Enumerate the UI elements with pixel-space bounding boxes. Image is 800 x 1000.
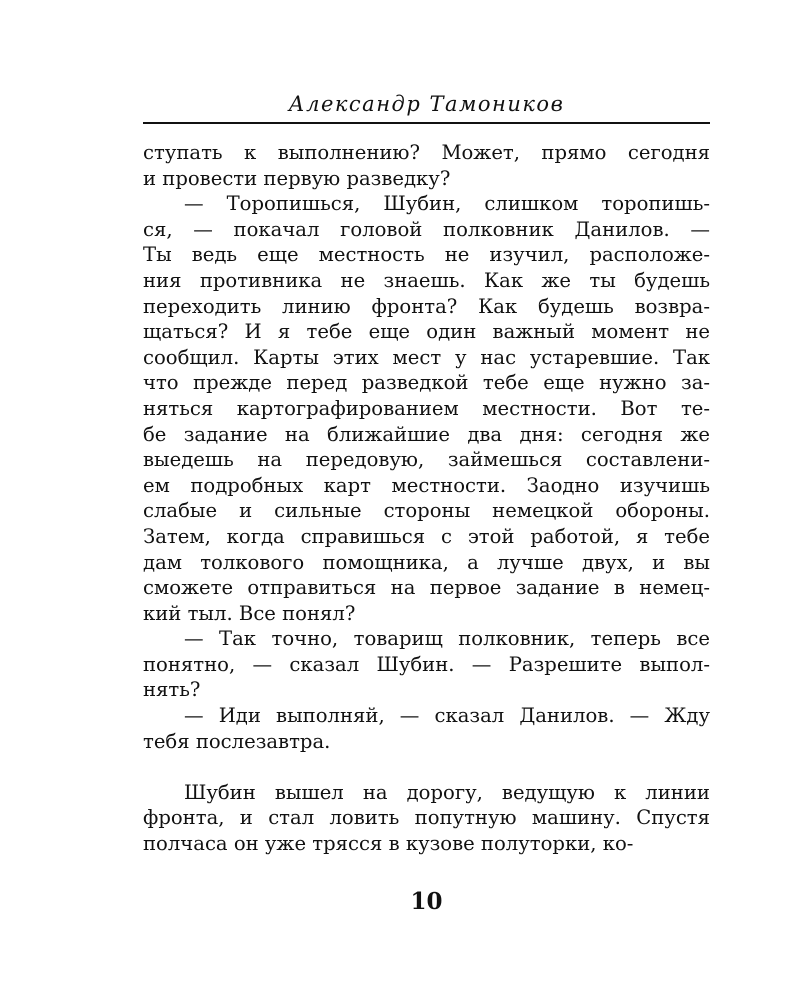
header-rule bbox=[143, 122, 710, 124]
body-text bbox=[143, 140, 710, 857]
text-line: полчаса он уже трясся в кузове полуторки, ко- bbox=[143, 832, 634, 856]
text-line: — Иди выполняй, — сказал Данилов. — Жду bbox=[184, 704, 710, 728]
scene-break bbox=[143, 754, 710, 780]
text-line: щаться? И я тебе еще один важный момент не bbox=[143, 320, 710, 344]
text-line: тебя послезавтра. bbox=[143, 729, 331, 753]
text-line: выедешь на передовую, займешься составлени- bbox=[143, 448, 710, 472]
text-line: Шубин вышел на дорогу, ведущую к линии bbox=[184, 780, 710, 804]
text-line: ем подробных карт местности. Заодно изучишь bbox=[143, 473, 710, 497]
text-line: что прежде перед разведкой тебе еще нужно за- bbox=[143, 371, 710, 395]
text-line: дам толкового помощника, а лучше двух, и вы bbox=[143, 550, 710, 574]
text-line: — Торопишься, Шубин, слишком торопишь- bbox=[184, 192, 710, 216]
text-line: фронта, и стал ловить попутную машину. Спустя bbox=[143, 806, 710, 830]
text-line: понятно, — сказал Шубин. — Разрешите выпол- bbox=[143, 652, 710, 676]
paragraph bbox=[143, 140, 710, 191]
paragraph bbox=[143, 191, 710, 626]
text-line: Затем, когда справишься с этой работой, я тебе bbox=[143, 524, 710, 548]
paragraph bbox=[143, 703, 710, 754]
text-line: слабые и сильные стороны немецкой обороны. bbox=[143, 499, 710, 523]
paragraph bbox=[143, 780, 710, 857]
text-line: и провести первую разведку? bbox=[143, 166, 451, 190]
text-line: ся, — покачал головой полковник Данилов. — bbox=[143, 217, 710, 241]
text-line: бе задание на ближайшие два дня: сегодня же bbox=[143, 422, 710, 446]
text-line: нять? bbox=[143, 678, 201, 702]
text-line: ния противника не знаешь. Как же ты будешь bbox=[143, 268, 710, 292]
text-line: ступать к выполнению? Может, прямо сегодня bbox=[143, 141, 710, 164]
text-line: кий тыл. Все понял? bbox=[143, 601, 356, 625]
text-line: сможете отправиться на первое задание в немец- bbox=[143, 576, 710, 600]
text-line: няться картографированием местности. Вот те- bbox=[143, 396, 710, 420]
text-line: переходить линию фронта? Как будешь возвра- bbox=[143, 294, 710, 318]
page-number: 10 bbox=[410, 888, 443, 915]
running-head-author: Александр Тамоников bbox=[288, 92, 565, 116]
text-line: — Так точно, товарищ полковник, теперь все bbox=[184, 627, 710, 651]
paragraph bbox=[143, 626, 710, 703]
text-line: Ты ведь еще местность не изучил, расположе- bbox=[143, 243, 710, 267]
text-line: сообщил. Карты этих мест у нас устаревшие. Так bbox=[143, 345, 710, 369]
